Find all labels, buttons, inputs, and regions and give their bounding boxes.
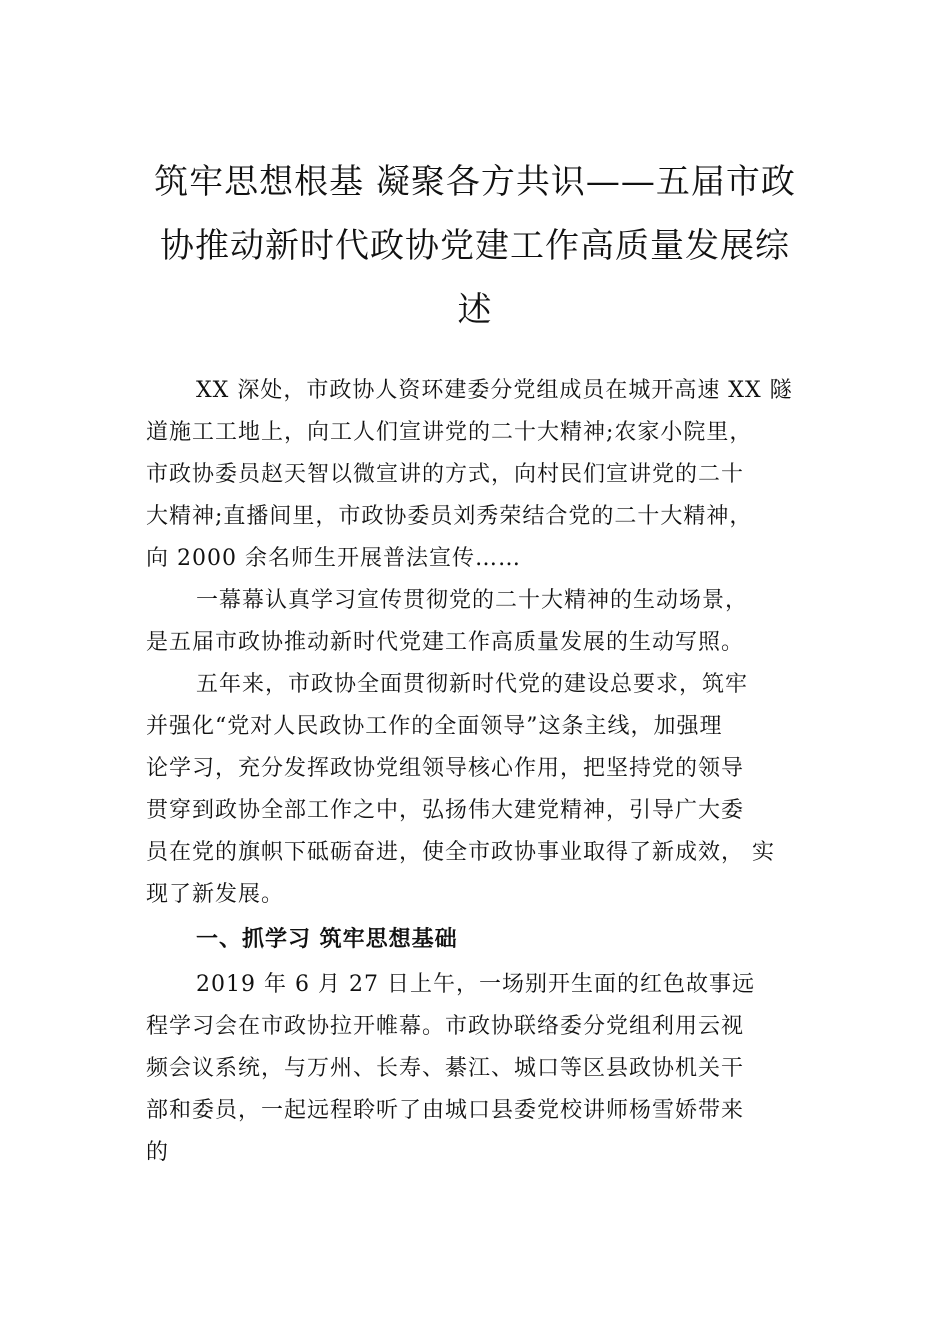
- paragraph-line: 贯穿到政协全部工作之中，弘扬伟大建党精神，引导广大委: [146, 798, 745, 823]
- paragraph-line: 程学习会在市政协拉开帷幕。市政协联络委分党组利用云视: [146, 1014, 745, 1039]
- paragraph-line: 员在党的旗帜下砥砺奋进，使全市政协事业取得了新成效， 实: [146, 840, 775, 865]
- paragraph-line: 部和委员，一起远程聆听了由城口县委党校讲师杨雪娇带来: [146, 1098, 745, 1123]
- paragraph-line: 是五届市政协推动新时代党建工作高质量发展的生动写照。: [146, 630, 745, 655]
- paragraph-2: [146, 580, 818, 664]
- paragraph-line: 2019 年 6 月 27 日上午，一场别开生面的红色故事远: [196, 972, 755, 997]
- section-heading-1: 一、抓学习 筑牢思想基础: [196, 927, 458, 952]
- title-line: 协推动新时代政协党建工作高质量发展综: [160, 226, 790, 266]
- title-line: 筑牢思想根基 凝聚各方共识——五届市政: [154, 162, 796, 202]
- document-title: [140, 150, 810, 342]
- paragraph-line: 向 2000 余名师生开展普法宣传……: [146, 546, 521, 571]
- paragraph-line: 论学习，充分发挥政协党组领导核心作用，把坚持党的领导: [146, 756, 745, 781]
- paragraph-line: XX 深处，市政协人资环建委分党组成员在城开高速 XX 隧: [196, 378, 793, 403]
- paragraph-line: 道施工工地上，向工人们宣讲党的二十大精神;农家小院里，: [146, 420, 753, 445]
- paragraph-line: 现了新发展。: [146, 882, 285, 907]
- paragraph-line: 五年来，市政协全面贯彻新时代党的建设总要求，筑牢: [196, 672, 749, 697]
- paragraph-line: 的: [146, 1140, 170, 1165]
- document-body: [146, 370, 818, 1174]
- paragraph-line: 一幕幕认真学习宣传贯彻党的二十大精神的生动场景，: [196, 588, 749, 613]
- paragraph-3: [146, 664, 818, 916]
- paragraph-line: 大精神;直播间里，市政协委员刘秀荣结合党的二十大精神，: [146, 504, 753, 529]
- paragraph-line: 市政协委员赵天智以微宣讲的方式，向村民们宣讲党的二十: [146, 462, 745, 487]
- paragraph-4: [146, 964, 818, 1174]
- paragraph-line: 并强化“党对人民政协工作的全面领导”这条主线，加强理: [146, 714, 723, 739]
- title-line: 述: [457, 290, 493, 330]
- paragraph-line: 频会议系统，与万州、长寿、綦江、城口等区县政协机关干: [146, 1056, 745, 1081]
- paragraph-1: [146, 370, 818, 580]
